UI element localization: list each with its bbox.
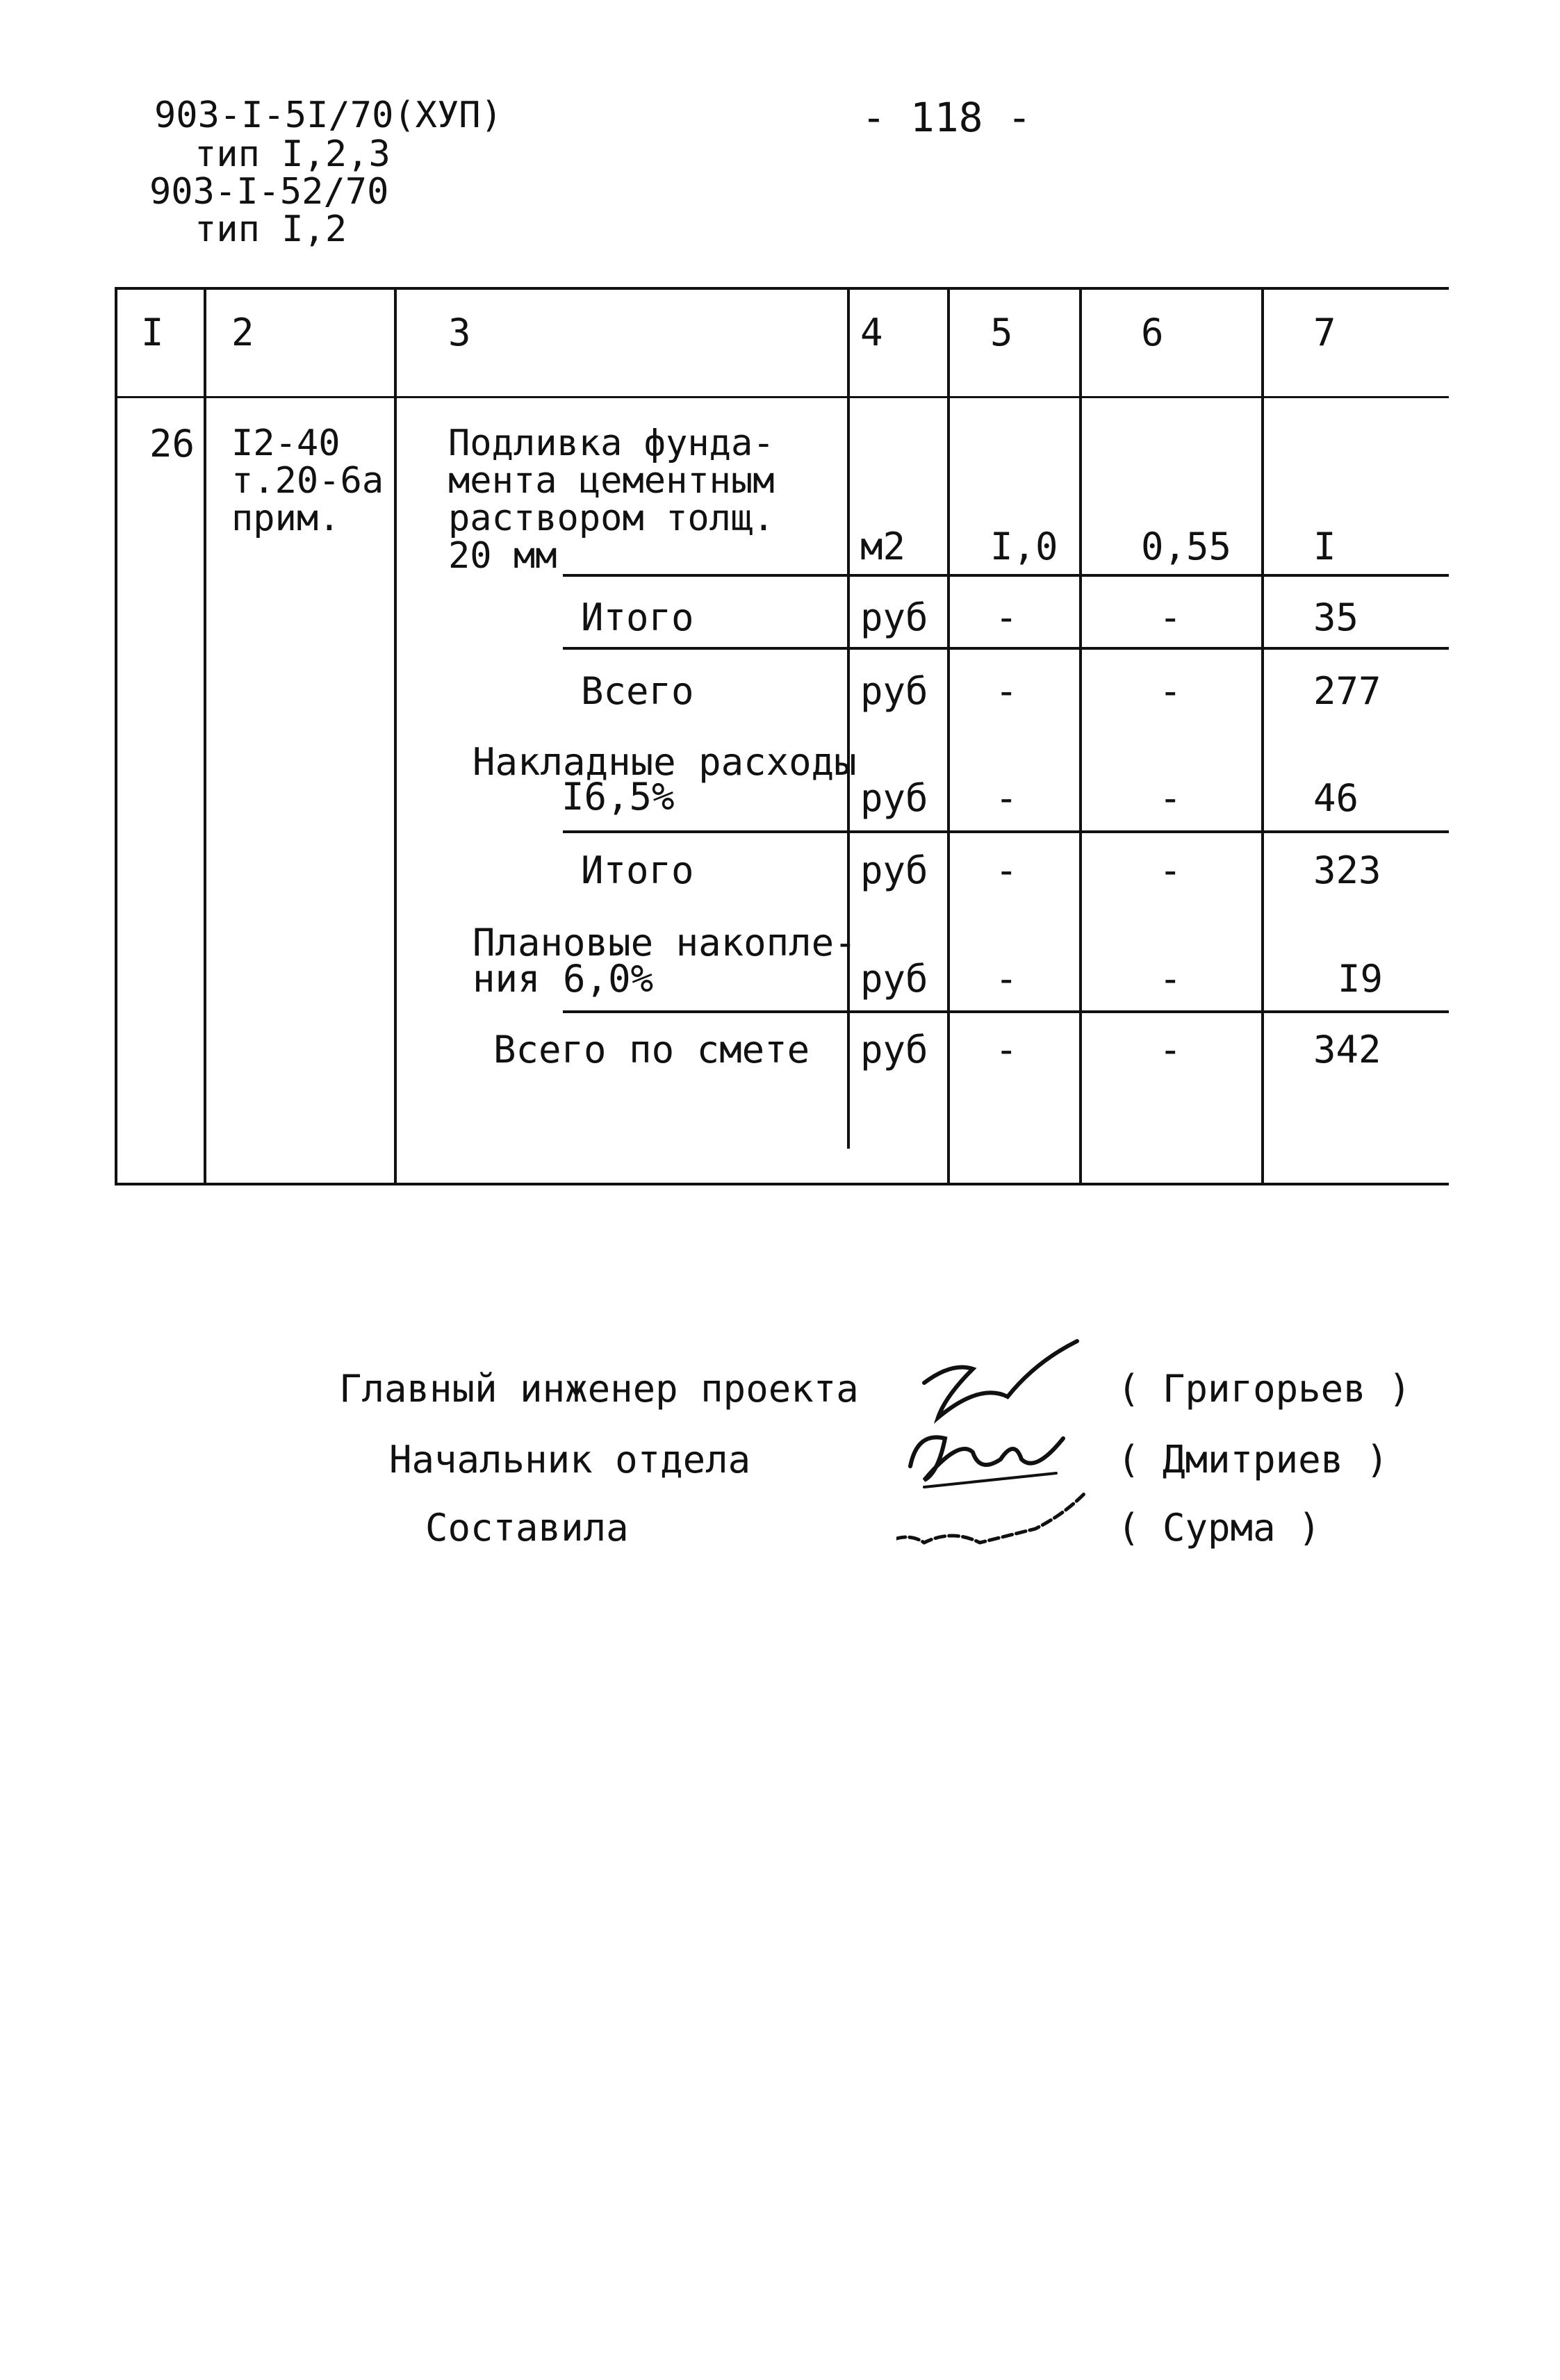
col-header-2: 2 — [231, 311, 254, 354]
row-line-2 — [563, 647, 1449, 650]
col-divider-6-7 — [1261, 287, 1264, 1185]
project-ref-line-3: 903-I-52/70 — [149, 171, 389, 213]
summary-unit: руб — [860, 957, 928, 1001]
item-number: 26 — [149, 422, 195, 466]
row-line-1 — [563, 574, 1449, 577]
summary-unit: руб — [860, 596, 928, 639]
signature-role-compiler: Составила — [425, 1506, 629, 1550]
handwritten-signatures — [896, 1334, 1105, 1564]
summary-label-overhead-line-2: I6,5% — [561, 775, 675, 819]
summary-col6: - — [1159, 957, 1182, 1001]
item-code-line-3: прим. — [231, 498, 340, 539]
item-description-line-3: раствором толщ. — [448, 498, 775, 539]
summary-label-itogo: Итого — [581, 596, 694, 639]
col-divider-4-5 — [947, 287, 950, 1185]
signature-role-department-head: Начальник отдела — [389, 1438, 751, 1482]
table-bottom-border — [115, 1183, 1449, 1185]
project-ref-line-1: 903-I-5I/70(ХУП) — [154, 95, 502, 136]
summary-col7: 323 — [1313, 848, 1381, 892]
summary-col5: - — [995, 848, 1018, 892]
summary-label-itogo: Итого — [581, 848, 694, 892]
item-code-line-1: I2-40 — [231, 422, 340, 464]
col-header-6: 6 — [1141, 311, 1164, 354]
signature-name-surma: ( Сурма ) — [1117, 1506, 1321, 1550]
project-ref-line-2: тип I,2,3 — [195, 133, 391, 175]
row-line-3 — [563, 830, 1449, 833]
col-header-3: 3 — [448, 311, 471, 354]
item-description-line-1: Подливка фунда- — [448, 422, 775, 464]
summary-col6: - — [1159, 848, 1182, 892]
summary-col7: 46 — [1313, 776, 1359, 820]
signature-name-dmitriev: ( Дмитриев ) — [1117, 1438, 1389, 1482]
item-col5: I,0 — [990, 525, 1058, 568]
signature-role-chief-engineer: Главный инженер проекта — [339, 1367, 859, 1411]
col-divider-3-4 — [847, 287, 850, 1149]
summary-col6: - — [1159, 1028, 1182, 1072]
item-unit: м2 — [860, 525, 906, 568]
col-divider-1-2 — [204, 287, 206, 1185]
row-line-4 — [563, 1010, 1449, 1013]
col-divider-2-3 — [394, 287, 397, 1185]
summary-unit: руб — [860, 776, 928, 820]
col-header-4: 4 — [860, 311, 883, 354]
item-description-line-2: мента цементным — [448, 460, 775, 502]
col-header-7: 7 — [1313, 311, 1336, 354]
item-code-line-2: т.20-6а — [231, 460, 384, 502]
col-header-5: 5 — [990, 311, 1013, 354]
summary-col6: - — [1159, 776, 1182, 820]
col-divider-5-6 — [1079, 287, 1082, 1185]
summary-col6: - — [1159, 669, 1182, 713]
summary-unit: руб — [860, 1028, 928, 1072]
summary-unit: руб — [860, 848, 928, 892]
summary-label-vsego: Всего — [581, 669, 694, 713]
signature-name-grigoriev: ( Григорьев ) — [1117, 1367, 1411, 1411]
item-col6: 0,55 — [1141, 525, 1232, 568]
project-ref-line-4: тип I,2 — [195, 208, 347, 250]
summary-unit: руб — [860, 669, 928, 713]
summary-col5: - — [995, 957, 1018, 1001]
summary-label-savings-line-1: Плановые накопле- — [473, 921, 857, 965]
summary-col7: 277 — [1313, 669, 1381, 713]
summary-col5: - — [995, 596, 1018, 639]
item-description-line-4: 20 мм — [448, 535, 557, 577]
summary-label-grand-total: Всего по смете — [493, 1028, 810, 1072]
summary-col5: - — [995, 1028, 1018, 1072]
header-row-divider — [115, 396, 1449, 398]
page-number: - 118 - — [862, 94, 1032, 141]
item-col7: I — [1313, 525, 1336, 568]
table-left-border — [115, 287, 117, 1185]
summary-label-savings-line-2: ния 6,0% — [473, 957, 654, 1001]
summary-col5: - — [995, 669, 1018, 713]
summary-col7: I9 — [1338, 957, 1384, 1001]
col-header-1: I — [141, 311, 164, 354]
summary-col7: 342 — [1313, 1028, 1381, 1072]
summary-col5: - — [995, 776, 1018, 820]
summary-label-overhead-line-1: Накладные расходы — [473, 740, 857, 784]
table-top-border — [115, 287, 1449, 290]
summary-col7: 35 — [1313, 596, 1359, 639]
summary-col6: - — [1159, 596, 1182, 639]
